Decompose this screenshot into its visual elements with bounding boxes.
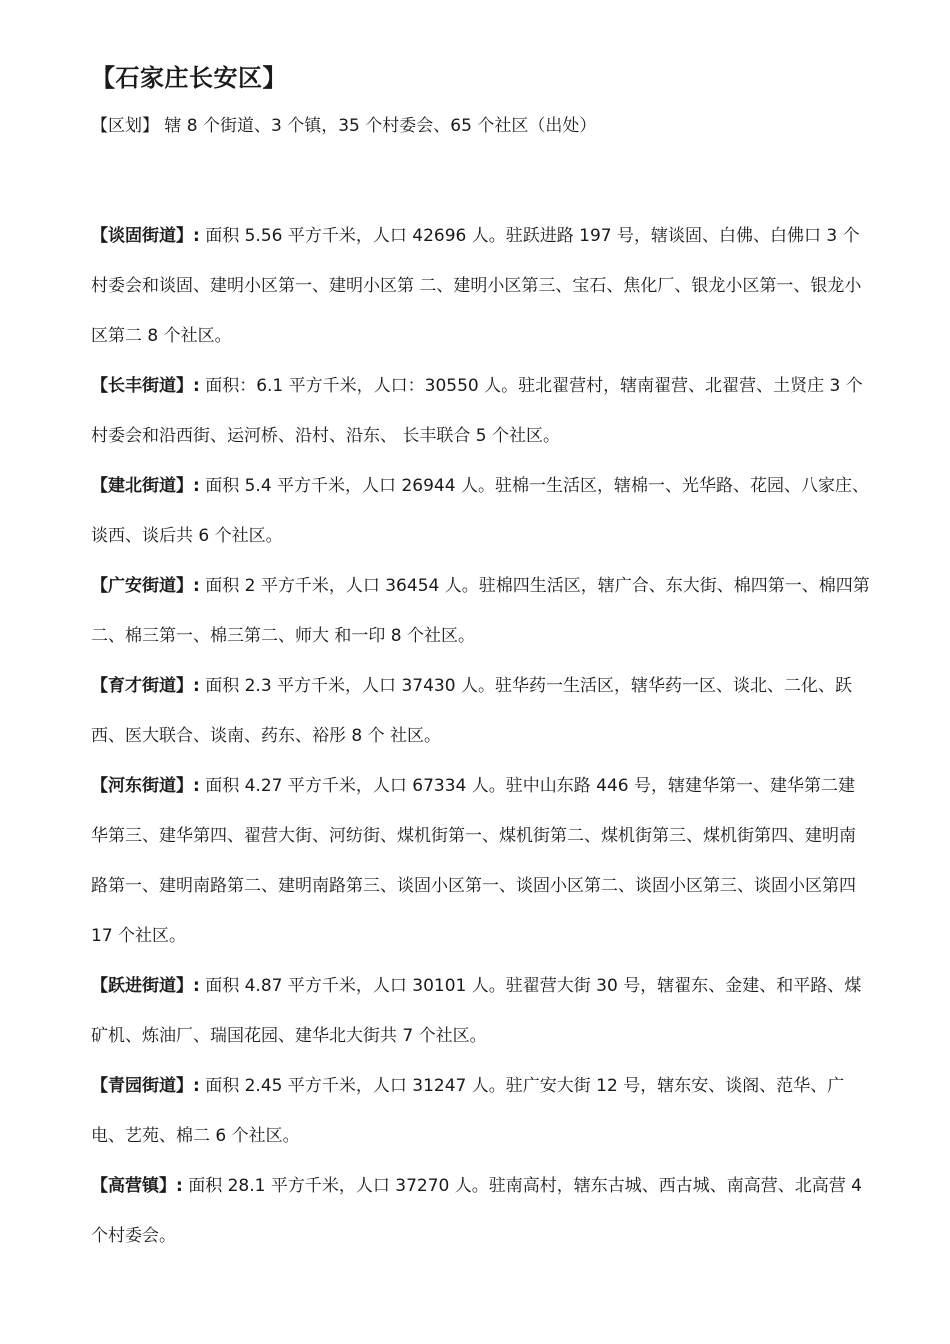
entry-text: 面积 5.56 平方千米，人口 42696 人。驻跃进路 197 号，辖谈固、白佛、白佛口 3 个村委会和谈固、建明小区第一、建明小区第 二、建明小区第三、宝石、焦化厂、银龙小区第一、银龙小区第二 8 个社区。	[91, 226, 862, 346]
entry-text: 面积 4.87 平方千米，人口 30101 人。驻翟营大街 30 号，辖翟东、金建、和平路、煤矿机、炼油厂、瑞国花园、建华北大街共 7 个社区。	[91, 976, 862, 1046]
entry-text: 面积 4.27 平方千米，人口 67334 人。驻中山东路 446 号，辖建华第一、建华第二建华第三、建华第四、翟营大街、河纺街、煤机街第一、煤机街第二、煤机街第三、煤机街第四、建明南路第一、建明南路第二、建明南路第三、谈固小区第一、谈固小区第二、谈固小区第三、谈固小区第四 17 个社区。	[91, 776, 856, 946]
entry-name: 【河东街道】:	[91, 776, 200, 796]
entry-text: 面积 2.3 平方千米，人口 37430 人。驻华药一生活区，辖华药一区、谈北、二化、跃西、医大联合、谈南、药东、裕彤 8 个 社区。	[91, 676, 852, 746]
entry-name: 【谈固街道】:	[91, 226, 200, 246]
entry-name: 【育才街道】:	[91, 676, 200, 696]
entry-name: 【高营镇】:	[91, 1176, 183, 1196]
entry-jianbei	[91, 461, 871, 561]
entry-name: 【广安街道】:	[91, 576, 200, 596]
entry-name: 【建北街道】:	[91, 476, 200, 496]
entry-qingyuan	[91, 1061, 871, 1161]
entry-yucai	[91, 661, 871, 761]
entry-guangan	[91, 561, 871, 661]
entry-hedong	[91, 761, 871, 961]
entry-name: 【青园街道】:	[91, 1076, 200, 1096]
entry-text: 面积：6.1 平方千米，人口：30550 人。驻北翟营村，辖南翟营、北翟营、土贤庄 3 个村委会和沿西街、运河桥、沿村、沿东、 长丰联合 5 个社区。	[91, 376, 863, 446]
entry-name: 【长丰街道】:	[91, 376, 200, 396]
division-summary: 【区划】 辖 8 个街道、3 个镇，35 个村委会、65 个社区（出处）	[91, 116, 597, 136]
entry-name: 【跃进街道】:	[91, 976, 200, 996]
entry-yuejin	[91, 961, 871, 1061]
entry-changfeng	[91, 361, 871, 461]
document-title: 【石家庄长安区】	[91, 64, 287, 92]
entry-text: 面积 5.4 平方千米，人口 26944 人。驻棉一生活区，辖棉一、光华路、花园、八家庄、谈西、谈后共 6 个社区。	[91, 476, 869, 546]
entry-gaoying	[91, 1161, 871, 1261]
entries-list	[91, 211, 871, 1261]
document-page	[91, 58, 871, 1261]
entry-text: 面积 2 平方千米，人口 36454 人。驻棉四生活区，辖广合、东大街、棉四第一、棉四第二、棉三第一、棉三第二、师大 和一印 8 个社区。	[91, 576, 870, 646]
entry-tangu	[91, 211, 871, 361]
entry-text: 面积 2.45 平方千米，人口 31247 人。驻广安大街 12 号，辖东安、谈阁、范华、广电、艺苑、棉二 6 个社区。	[91, 1076, 845, 1146]
entry-text: 面积 28.1 平方千米，人口 37270 人。驻南高村，辖东古城、西古城、南高营、北高营 4 个村委会。	[91, 1176, 862, 1246]
